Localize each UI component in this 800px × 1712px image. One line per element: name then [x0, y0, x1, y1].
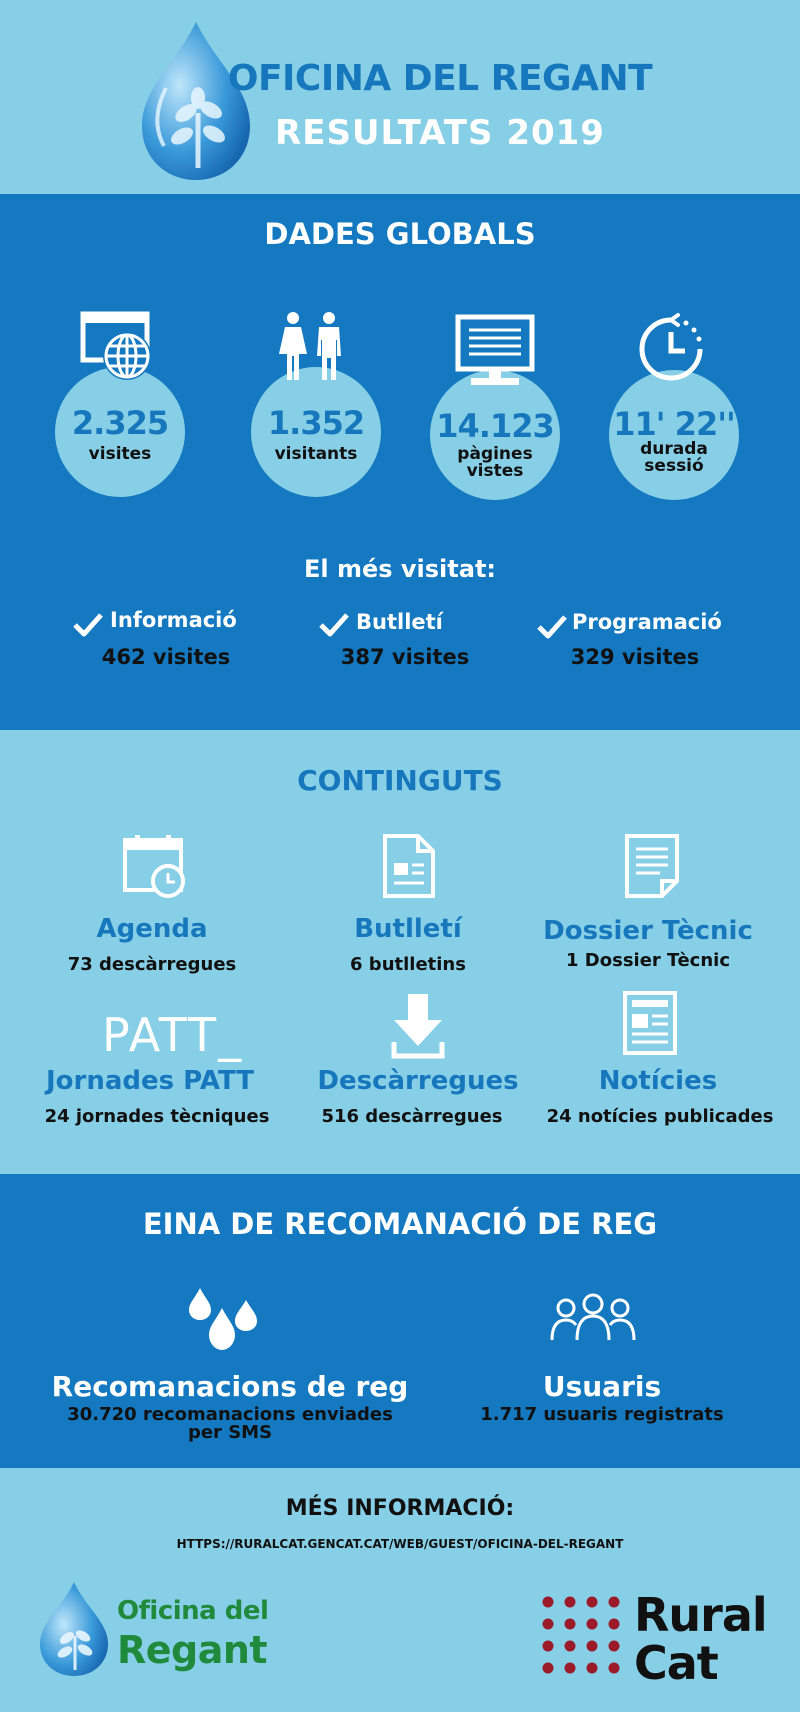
page-lines-icon: [624, 833, 680, 899]
stat-label-pagines-line1: pàgines: [457, 444, 533, 464]
contingut-title-noticies: Notícies: [598, 1066, 718, 1096]
contingut-sub-butlleti: 6 butlletins: [350, 954, 466, 975]
ruralcat-logo-icon: [540, 1594, 626, 1678]
newspaper-icon: [622, 990, 678, 1056]
stat-value-visitants: 1.352: [267, 404, 365, 442]
checkmark-icon: [72, 612, 104, 638]
people-icon: [277, 310, 347, 382]
page-subtitle: RESULTATS 2019: [275, 113, 605, 153]
contingut-sub-noticies: 24 notícies publicades: [546, 1106, 774, 1127]
download-icon: [390, 992, 446, 1060]
contingut-title-agenda: Agenda: [96, 914, 208, 944]
page-title: OFICINA DEL REGANT: [227, 58, 653, 99]
contingut-sub-descarregues: 516 descàrregues: [321, 1106, 503, 1127]
oficina-regant-logo-icon: [36, 1578, 112, 1678]
checkmark-icon: [536, 614, 568, 640]
most-visited-name-programacio: Programació: [572, 610, 722, 634]
most-visited-count-programacio: 329 visites: [570, 645, 700, 669]
contingut-title-dossier: Dossier Tècnic: [543, 916, 753, 946]
monitor-icon: [455, 314, 535, 388]
most-visited-count-informacio: 462 visites: [101, 645, 231, 669]
most-visited-title: El més visitat:: [303, 555, 497, 583]
most-visited-name-informacio: Informació: [110, 608, 237, 632]
stat-label-pagines-line2: vistes: [466, 461, 524, 481]
calendar-icon: [122, 833, 188, 899]
header: [0, 0, 800, 194]
more-info-link[interactable]: HTTPS://RURALCAT.GENCAT.CAT/WEB/GUEST/OFICINA-DEL-REGANT: [176, 1537, 624, 1551]
checkmark-icon: [318, 612, 350, 638]
stat-value-pagines: 14.123: [436, 407, 554, 445]
eina-sub-recomanacions-line2: per SMS: [187, 1422, 273, 1443]
eina-title: EINA DE RECOMANACIÓ DE REG: [142, 1207, 658, 1241]
document-icon: [382, 833, 436, 899]
stat-value-visites: 2.325: [71, 404, 169, 442]
mes-informacio-label: MÉS INFORMACIÓ:: [285, 1496, 515, 1521]
clock-icon: [634, 312, 708, 386]
eina-title-usuaris: Usuaris: [542, 1370, 662, 1403]
eina-title-recomanacions: Recomanacions de reg: [51, 1370, 409, 1403]
contingut-title-descarregues: Descàrregues: [317, 1066, 519, 1096]
stat-label-durada-line1: durada: [640, 439, 708, 459]
water-drops-icon: [186, 1286, 260, 1356]
eina-sub-usuaris: 1.717 usuaris registrats: [480, 1404, 724, 1425]
water-drop-logo-icon: [136, 18, 256, 183]
stat-label-visites: visites: [88, 444, 152, 464]
contingut-sub-dossier: 1 Dossier Tècnic: [566, 950, 730, 971]
stat-value-durada: 11' 22'': [613, 405, 735, 443]
contingut-title-patt: Jornades PATT: [45, 1066, 255, 1096]
ruralcat-logo-line1: Rural: [634, 1588, 767, 1642]
users-icon: [544, 1292, 642, 1342]
stat-label-visitants: visitants: [274, 444, 358, 464]
most-visited-name-butlleti: Butlletí: [356, 610, 443, 634]
ruralcat-logo-line2: Cat: [634, 1636, 718, 1690]
most-visited-count-butlleti: 387 visites: [340, 645, 470, 669]
contingut-sub-agenda: 73 descàrregues: [67, 954, 237, 975]
eina-sub-recomanacions-line1: 30.720 recomanacions enviades: [67, 1404, 393, 1425]
oficina-regant-logo-line1: Oficina del: [117, 1596, 269, 1626]
patt-logo: PATT_: [102, 1008, 244, 1062]
dades-globals-title: DADES GLOBALS: [264, 217, 536, 251]
browser-globe-icon: [80, 310, 152, 382]
contingut-title-butlleti: Butlletí: [354, 914, 462, 944]
oficina-regant-logo-line2: Regant: [117, 1628, 268, 1672]
contingut-sub-patt: 24 jornades tècniques: [44, 1106, 270, 1127]
stat-label-durada-line2: sessió: [644, 456, 704, 476]
continguts-title: CONTINGUTS: [297, 764, 503, 797]
